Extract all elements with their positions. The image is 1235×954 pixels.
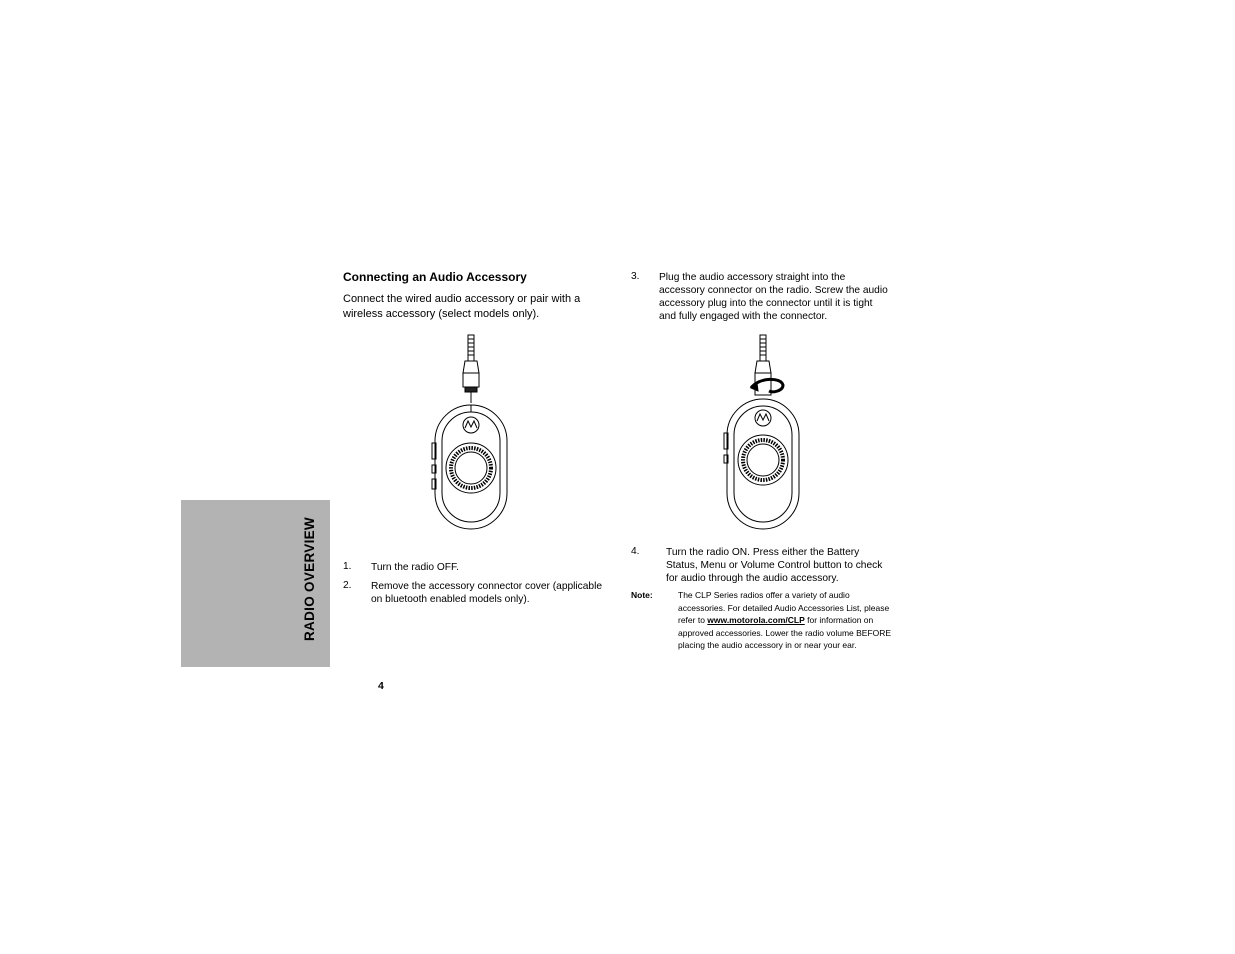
motorola-logo-icon xyxy=(463,417,479,433)
step-text: Turn the radio OFF. xyxy=(371,562,459,573)
step-text: Remove the accessory connector cover (applicable on bluetooth enabled models only). xyxy=(371,581,603,605)
note-text xyxy=(678,589,896,652)
note-text-before: The CLP Series radios offer a variety of audio accessories. For detailed Audio Accessories List, please refer to xyxy=(678,590,890,625)
step-text: Turn the radio ON. Press either the Battery Status, Menu or Volume Control button to check for audio through the audio accessory. xyxy=(666,547,883,584)
page-number: 4 xyxy=(378,680,384,692)
intro-paragraph: Connect the wired audio accessory or pair with a wireless accessory (select models only). xyxy=(343,293,581,320)
step-number: 1. xyxy=(343,561,352,572)
step-number: 4. xyxy=(631,546,640,557)
step-number: 3. xyxy=(631,271,640,282)
radio-plug-straight-illustration xyxy=(425,333,515,533)
step-number: 2. xyxy=(343,580,352,591)
note-text-after: for information on approved accessories. Lower the radio volume BEFORE placing the audio accessory in or near your ear. xyxy=(678,615,892,650)
radio-plug-screw-illustration xyxy=(717,333,807,533)
section-heading: Connecting an Audio Accessory xyxy=(343,270,527,284)
step-text: Plug the audio accessory straight into the accessory connector on the radio. Screw the audio accessory plug into the connector until it is tight and fully engaged with the connector. xyxy=(659,272,888,322)
side-tab-label: RADIO OVERVIEW xyxy=(302,517,317,641)
motorola-logo-icon xyxy=(755,410,771,426)
note-label: Note: xyxy=(631,590,653,600)
motorola-clp-link[interactable]: www.motorola.com/CLP xyxy=(707,615,805,625)
